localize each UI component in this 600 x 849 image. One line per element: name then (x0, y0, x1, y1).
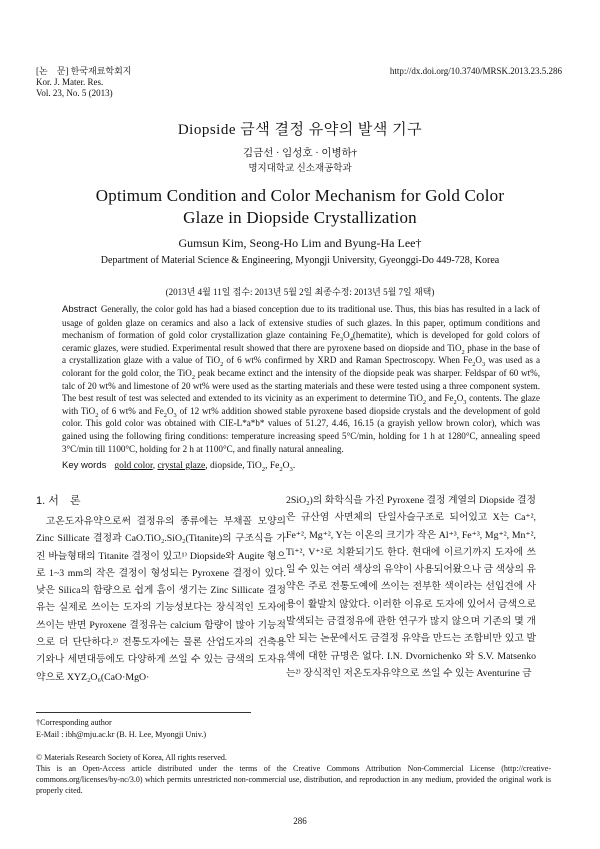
license-text: This is an Open-Access article distributed under the terms of the Creative Commons Attribution Non-Commercial License (http://creative-commons.org/licenses/by-nc/3.0) which permits unrestricted non-commercial use, distribution, and reproduction in any medium, provided the original work is properly cited. (36, 764, 551, 795)
body-column-right (286, 492, 536, 682)
body-paragraph: 고온도자유약으로써 결정유의 종류에는 부채꼴 모양의 Zinc Sillicate 결정과 CaO.TiO₂.SiO₂(Titanite)의 구조식을 가진 바늘형태의 Titanite 결정이 있고¹⁾ Diopside와 Augite 형으로 1~3 mm의 작은 결정이 형성되는 Pyroxene 결정이 있다. 낮은 Silica의 함량으로 쉽게 흠이 생기는 Zinc Sillicate 결정유는 실제로 쓰이는 도자의 기능성보다는 장식적인 도자에 쓰이는 반면 Pyroxene 결정유는 calcium 함량이 많아 기능적으로 더 단단하다.²⁾ 전통도자에는 물론 산업도자의 건축용 기와나 세면대등에도 다양하게 쓰일 수 있는 금색의 도자유약으로 XYZ₂O₆(CaO·MgO· (36, 516, 286, 683)
footnote-divider (36, 712, 251, 713)
title-korean: Diopside 금색 결정 유약의 발색 기구 (177, 122, 423, 138)
section-heading: 1. 서 론 (36, 495, 81, 507)
body-column-left (36, 513, 286, 686)
journal-volume: Vol. 23, No. 5 (2013) (36, 88, 113, 98)
affiliation-korean: 명지대학교 신소재공학과 (248, 164, 352, 174)
author-email[interactable]: E-Mail : ibh@mju.ac.kr (B. H. Lee, Myongji Univ.) (36, 729, 207, 739)
copyright: © Materials Research Society of Korea, All rights reserved. (36, 753, 227, 762)
corresponding-author: †Corresponding author (36, 718, 112, 727)
authors-korean: 김금선 · 임성호 · 이병하† (242, 148, 358, 159)
doi-link[interactable]: http://dx.doi.org/10.3740/MRSK.2013.23.5.286 (389, 66, 562, 76)
title-english-line2: Glaze in Diopside Crystallization (183, 208, 417, 227)
keywords: Key words gold color, crystal glaze, diopside, TiO$_2$, $Fe_2O_3$. (62, 460, 296, 473)
title-english-line1: Optimum Condition and Color Mechanism for Gold Color (95, 186, 505, 205)
affiliation-english: Department of Material Science & Engineering, Myongji University, Gyeonggi-Do 449-728, Korea (100, 255, 500, 266)
submission-dates: (2013년 4월 11일 접수: 2013년 5월 2일 최종수정: 2013년 5월 7일 채택) (165, 287, 435, 297)
keyword-link[interactable]: gold color (114, 461, 153, 471)
page-number: 286 (293, 816, 307, 826)
title-english (60, 185, 540, 229)
footnote (36, 717, 206, 740)
journal-name-kr: [논 문] 한국재료학회지 (36, 66, 132, 76)
authors-english: Gumsun Kim, Seong-Ho Lim and Byung-Ha Lee† (178, 236, 422, 250)
body-paragraph: 2SiO₂)의 화학식을 가진 Pyroxene 결정 계열의 Diopside 결정은 규산염 사면체의 단일사슬구조로 되어있고 X는 Ca⁺², Fe⁺², Mg⁺², Y는 이온의 크기가 작은 Al⁺³, Fe⁺³, Mg⁺², Mn⁺², Ti⁺², V⁺²로 치환되기도 한다. 현대에 이르기까지 도자에 쓰일 수 있는 여러 색상의 유약이 사용되어왔으나 금 색상의 유약은 주로 전통도예에 쓰이는 전부한 색이라는 선입견에 사용이 활발치 않았다. 이러한 이유로 도자에 있어서 금색으로 발색되는 금결정유에 관한 연구가 많지 않으며 기존의 몇 개 안 되는 논문에서도 금결정 유약을 만드는 조합비만 있고 발색에 대한 규명은 없다. I.N. Dvornichenko 와 S.V. Matsenko는²⁾ 장식적인 저온도자유약으로 쓰일 수 있는 Aventurine 금 (286, 495, 536, 679)
abstract: Abstract Generally, the color gold has had a biased conception due to its traditional use. Thus, this bias has resulted in a lack of usage of golden glaze on ceramics and also a lack of extensive studies of such glazes. In this paper, optimum conditions and mechanism of formation of gold color crystallization glaze containing $Fe_3O_4(hematite)$, which is developed for gold colors of ceramic glazes, were studied. Experimental result showed that there are pyroxene based on diopside and TiO$_2$ phase in the base of a crystallization glaze with a value of TiO$_2$ of 6 wt% confirmed by XRD and Raman Spectroscopy. When $Fe_2O_3$ was used as a colorant for the gold color, the TiO$_2$ peak became extinct and the intensity of the diopside peak was sharper. Feldspar of 60 wt%, talc of 20 wt% and limestone of 20 wt% were used as the starting materials and these were tested using a three component system. The best result of test was selected and extended to its vicinity as an experiment to determine TiO$_2$ and $Fe_2O_3$ contents. The glaze with TiO$_2$ of 6 wt% and $Fe_2O_3$ of 12 wt% addition showed stable pyroxene based diopside crystals and the development of gold color. This gold color was obtained with CIE-L*a*b* values of 51.27, 4.46, 16.15 (a grayish yellow brown color), which was gained using the following firing conditions: temperature increasing speed 5°C/min, holding for 1 h at 1280°C, annealing speed 3°C/min till 1100°C, holding for 2 h at 1100°C, and finally natural annealing. (62, 304, 541, 454)
journal-header (36, 66, 132, 99)
abstract-label: Abstract (62, 304, 97, 315)
keyword-link[interactable]: crystal glaze (157, 461, 206, 471)
license-notice (36, 752, 551, 796)
journal-abbr: Kor. J. Mater. Res. (36, 77, 104, 87)
keywords-label: Key words (62, 460, 107, 471)
